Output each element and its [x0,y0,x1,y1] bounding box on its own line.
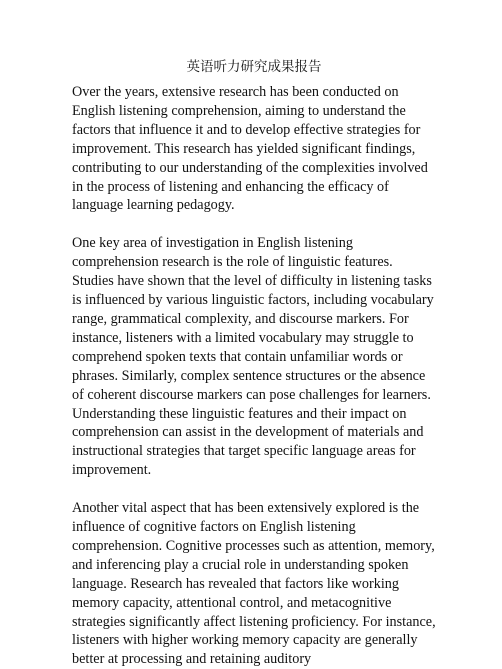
paragraph-1: Over the years, extensive research has been conducted on English listening comprehension, aiming to understand the factors that influence it and to develop effective strategies for improvement. This research has yielded significant findings, contributing to our understanding of the complexities involved in the process of listening and enhancing the efficacy of language learning pedagogy. [72,84,428,214]
paragraph-3: Another vital aspect that has been extensively explored is the influence of cognitive factors on English listening comprehension. Cognitive processes such as attention, memory, and inferencing play a crucial role in understanding spoken language. Research has revealed that factors like working memory capacity, attentional control, and metacognitive strategies significantly affect listening proficiency. For instance, listeners with higher working memory capacity are generally better at processing and retaining auditory [72,500,436,668]
document-title: 英语听力研究成果报告 [186,59,322,75]
paragraph-2: One key area of investigation in English listening comprehension research is the role of linguistic features. Studies have shown that the level of difficulty in listening tasks is influenced by various linguistic factors, including vocabulary range, grammatical complexity, and discourse markers. For instance, listeners with a limited vocabulary may struggle to comprehend spoken texts that contain unfamiliar words or phrases. Similarly, complex sentence structures or the absence of coherent discourse markers can pose challenges for learners. Understanding these linguistic features and their impact on comprehension can assist in the development of materials and instructional strategies that target specific language areas for improvement. [72,235,434,479]
